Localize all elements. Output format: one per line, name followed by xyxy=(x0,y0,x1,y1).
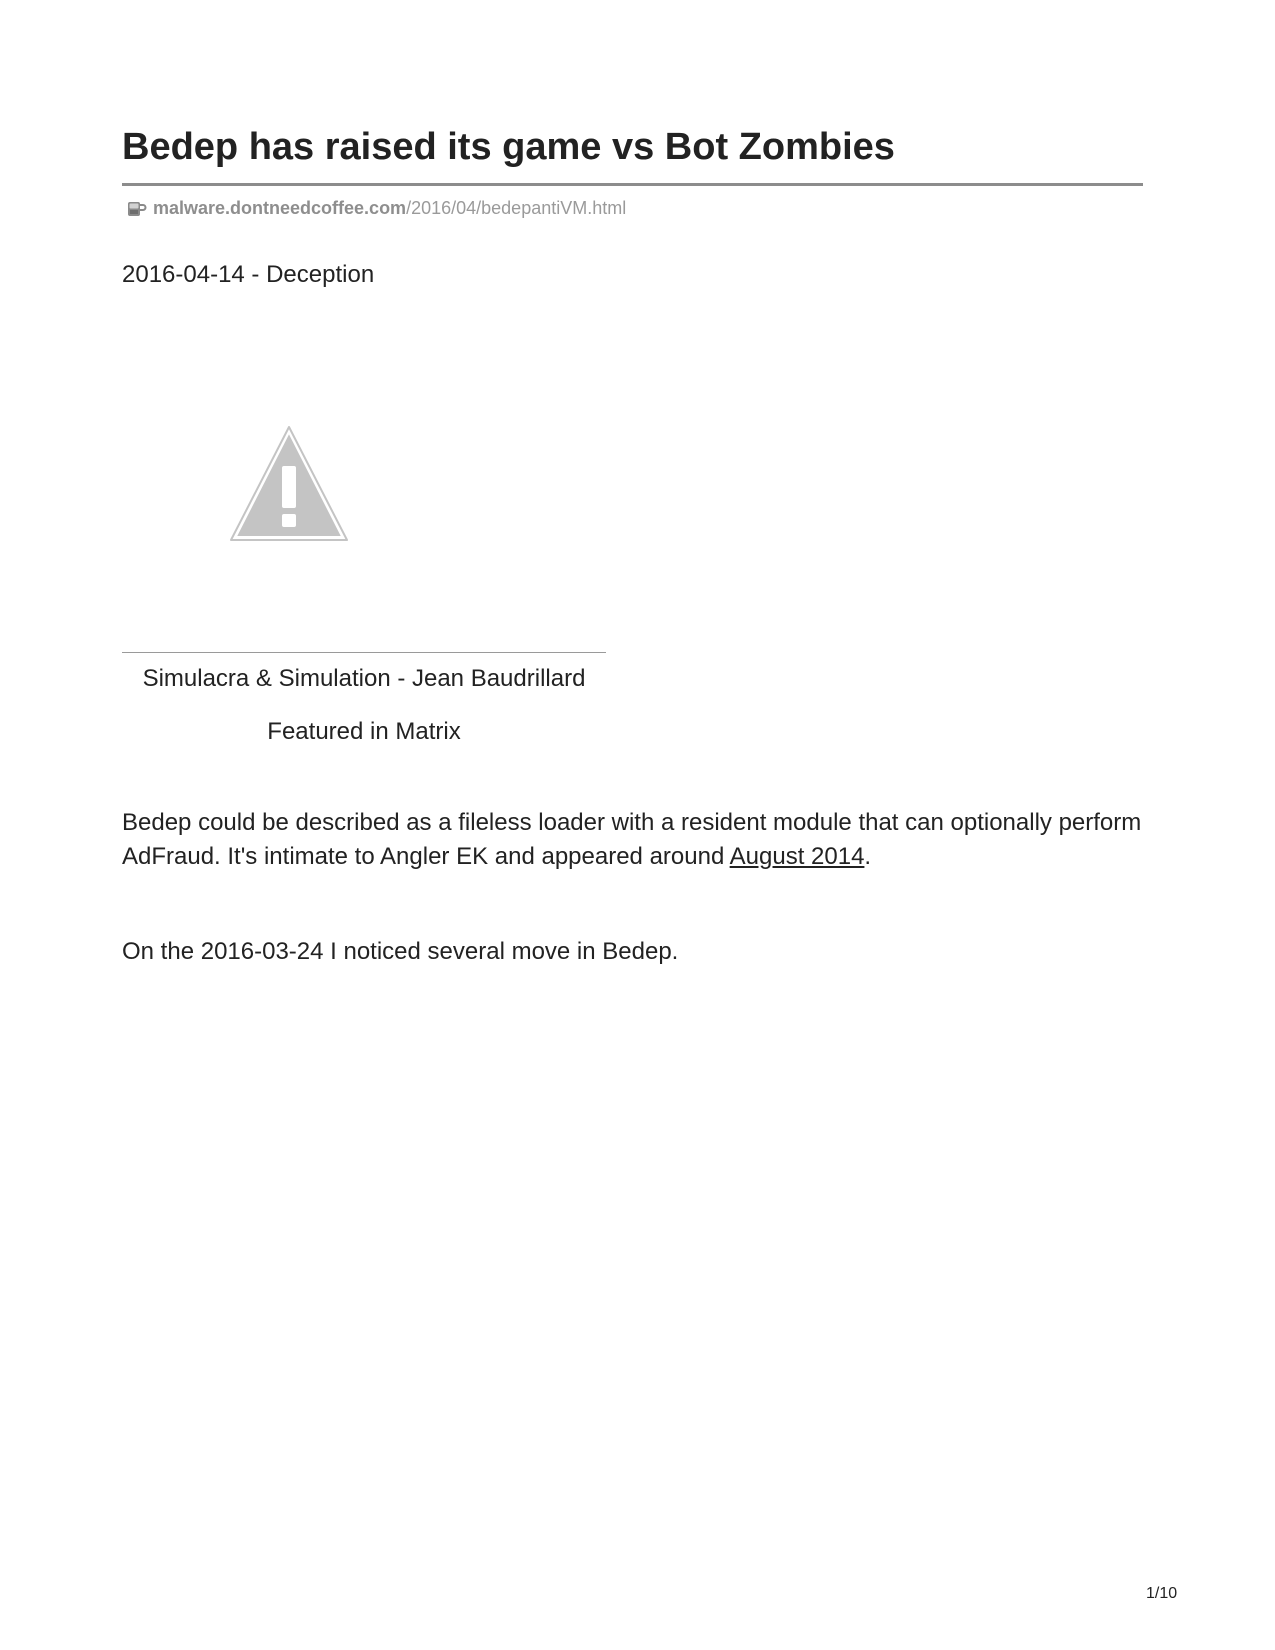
broken-image-warning-icon xyxy=(230,426,348,544)
source-line[interactable] xyxy=(125,196,626,220)
intro-text: Bedep could be described as a fileless loader with a resident module that can optionally perform AdFraud. It's intimate to Angler EK and appeared around xyxy=(122,809,1142,870)
title-divider xyxy=(122,183,1143,186)
intro-paragraph xyxy=(122,806,1142,874)
source-path[interactable]: /2016/04/bedepantiVM.html xyxy=(406,197,627,218)
date-line: 2016-04-14 - Deception xyxy=(122,261,375,288)
august-2014-link[interactable]: August 2014 xyxy=(729,843,865,870)
figure-caption-title: Simulacra & Simulation - Jean Baudrillard xyxy=(142,665,586,692)
intro-text-end: . xyxy=(864,843,872,870)
observation-paragraph: On the 2016-03-24 I noticed several move in Bedep. xyxy=(122,938,679,965)
coffee-mug-icon xyxy=(125,197,147,219)
page-title: Bedep has raised its game vs Bot Zombies xyxy=(122,126,895,168)
source-domain[interactable]: malware.dontneedcoffee.com xyxy=(153,197,407,218)
figure-caption-note: Featured in Matrix xyxy=(267,718,461,745)
page-number: 1/10 xyxy=(1146,1585,1178,1602)
caption-divider xyxy=(122,652,606,653)
